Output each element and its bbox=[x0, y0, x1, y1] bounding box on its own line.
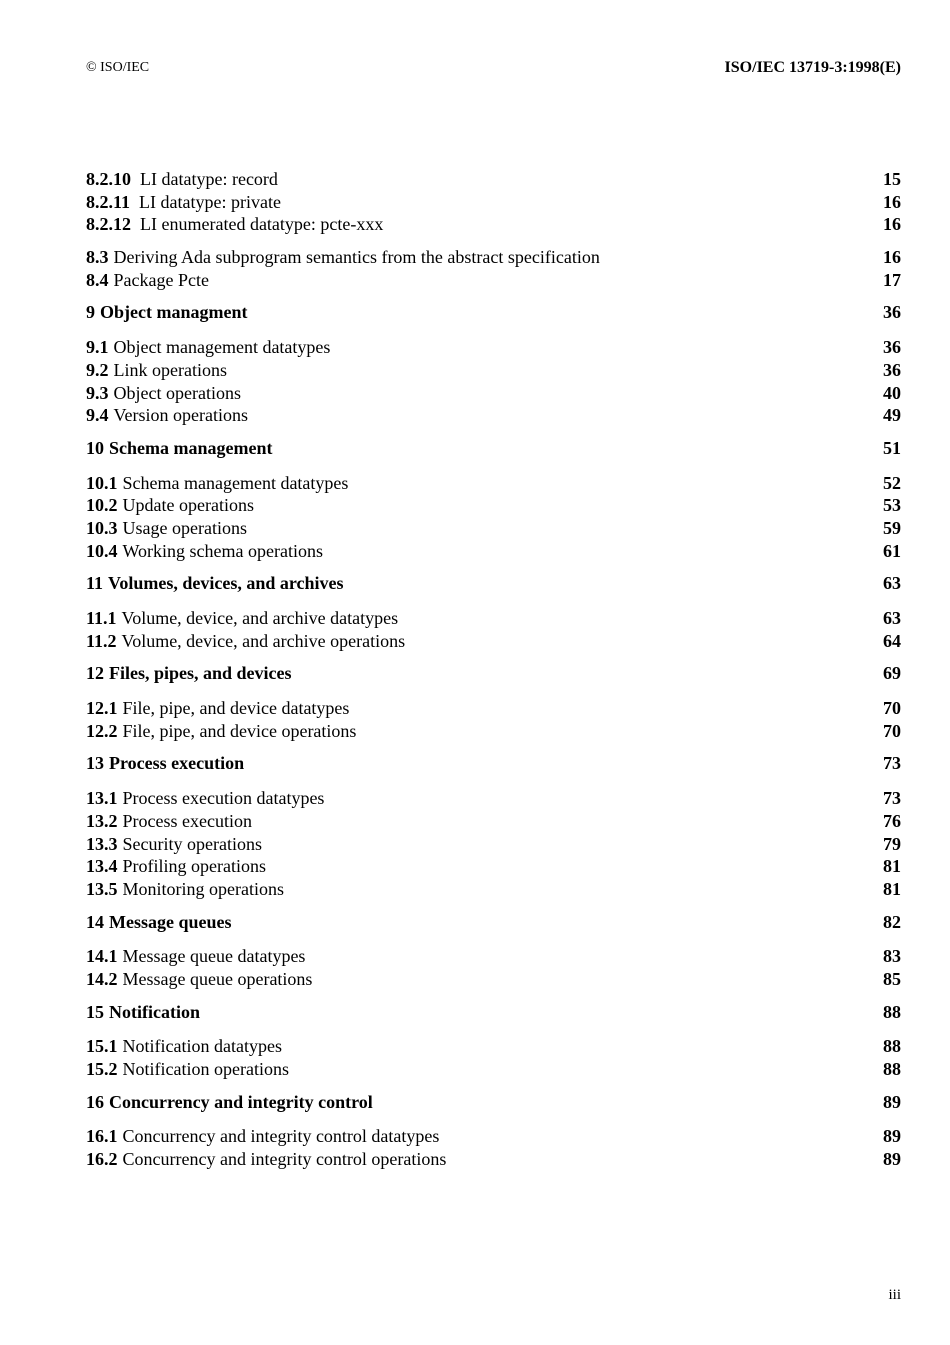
toc-section-group bbox=[86, 787, 901, 900]
toc-entry-page: 82 bbox=[883, 911, 901, 932]
toc-entry[interactable] bbox=[86, 359, 901, 382]
toc-entry-title: Package Pcte bbox=[113, 269, 209, 290]
toc-entry-page: 15 bbox=[883, 169, 901, 189]
toc-entry-number: 8.2.11 bbox=[86, 191, 131, 212]
toc-entry-page: 73 bbox=[883, 753, 901, 774]
toc-entry-title: Notification datatypes bbox=[122, 1036, 282, 1057]
toc-entry-number: 8.4 bbox=[86, 269, 109, 290]
toc-entry-page: 69 bbox=[883, 663, 901, 684]
toc-chapter-group bbox=[86, 752, 901, 775]
toc-entry-number: 8.2.12 bbox=[86, 214, 131, 235]
toc-section-group bbox=[86, 336, 901, 427]
footer-page-number: iii bbox=[888, 1287, 901, 1303]
toc-entry-title: Volumes, devices, and archives bbox=[108, 573, 344, 594]
toc-entry-heading bbox=[86, 359, 227, 382]
toc-entry-number: 14.1 bbox=[86, 946, 118, 967]
toc-entry-title: File, pipe, and device datatypes bbox=[122, 698, 350, 719]
toc-chapter-entry[interactable] bbox=[86, 301, 901, 324]
toc-entry-heading bbox=[86, 517, 247, 540]
toc-section-group bbox=[86, 168, 901, 236]
toc-entry[interactable] bbox=[86, 855, 901, 878]
toc-entry-title: Notification bbox=[109, 1001, 200, 1022]
toc-section-group bbox=[86, 1035, 901, 1080]
toc-entry-heading bbox=[86, 630, 405, 653]
toc-entry-number: 12 bbox=[86, 663, 104, 684]
toc-entry-page: 89 bbox=[883, 1149, 901, 1170]
toc-entry-number: 16.2 bbox=[86, 1149, 118, 1170]
toc-entry-title: LI datatype: private bbox=[139, 191, 281, 212]
toc-entry[interactable] bbox=[86, 517, 901, 540]
toc-entry-page: 73 bbox=[883, 788, 901, 809]
toc-entry[interactable] bbox=[86, 1058, 901, 1081]
toc-entry-heading bbox=[86, 833, 262, 856]
toc-entry-page: 49 bbox=[883, 405, 901, 426]
toc-entry-page: 52 bbox=[883, 472, 901, 493]
toc-entry[interactable] bbox=[86, 810, 901, 833]
toc-entry-number: 16.1 bbox=[86, 1126, 118, 1147]
toc-entry-page: 89 bbox=[883, 1126, 901, 1147]
toc-entry[interactable] bbox=[86, 540, 901, 563]
table-of-contents bbox=[86, 168, 901, 1181]
toc-entry[interactable] bbox=[86, 404, 901, 427]
toc-entry-title: Deriving Ada subprogram semantics from the abstract specification bbox=[113, 247, 600, 268]
toc-entry-heading bbox=[86, 382, 241, 405]
toc-entry-title: Process execution bbox=[122, 810, 252, 831]
toc-entry-heading bbox=[86, 572, 344, 595]
toc-entry[interactable] bbox=[86, 878, 901, 901]
toc-entry-page: 61 bbox=[883, 540, 901, 561]
toc-entry-number: 9.1 bbox=[86, 337, 109, 358]
toc-entry-page: 81 bbox=[883, 856, 901, 877]
toc-entry[interactable] bbox=[86, 1125, 901, 1148]
toc-entry-title: Message queue operations bbox=[122, 968, 313, 989]
toc-entry-number: 9.3 bbox=[86, 382, 109, 403]
header-standard-id: ISO/IEC 13719-3:1998(E) bbox=[724, 59, 901, 76]
toc-entry-title: Files, pipes, and devices bbox=[109, 663, 292, 684]
toc-chapter-entry[interactable] bbox=[86, 572, 901, 595]
toc-entry-heading bbox=[86, 404, 248, 427]
toc-entry-title: Working schema operations bbox=[122, 540, 323, 561]
toc-entry-heading bbox=[86, 1001, 200, 1024]
toc-entry-heading bbox=[86, 191, 281, 214]
toc-entry-title: Monitoring operations bbox=[122, 878, 284, 899]
toc-entry-heading bbox=[86, 494, 254, 517]
toc-chapter-group bbox=[86, 572, 901, 595]
toc-entry-title: Object managment bbox=[100, 302, 248, 323]
toc-entry-number: 10.3 bbox=[86, 517, 118, 538]
toc-entry-title: Concurrency and integrity control bbox=[109, 1091, 373, 1112]
toc-entry-number: 10 bbox=[86, 437, 104, 458]
toc-entry[interactable] bbox=[86, 269, 901, 292]
toc-entry[interactable] bbox=[86, 720, 901, 743]
toc-entry-page: 83 bbox=[883, 946, 901, 967]
toc-entry-page: 79 bbox=[883, 833, 901, 854]
toc-chapter-group bbox=[86, 437, 901, 460]
toc-entry-title: Object operations bbox=[113, 382, 241, 403]
toc-entry[interactable] bbox=[86, 191, 901, 214]
toc-entry-page: 70 bbox=[883, 720, 901, 741]
toc-entry-page: 36 bbox=[883, 302, 901, 323]
toc-entry-heading bbox=[86, 213, 383, 236]
toc-entry-page: 51 bbox=[883, 437, 901, 458]
toc-chapter-group bbox=[86, 911, 901, 934]
toc-entry-heading bbox=[86, 1091, 373, 1114]
toc-entry-page: 36 bbox=[883, 337, 901, 358]
toc-entry-title: Link operations bbox=[113, 359, 227, 380]
header-copyright: © ISO/IEC bbox=[86, 60, 150, 75]
toc-entry-title: Object management datatypes bbox=[113, 337, 331, 358]
toc-entry-number: 10.1 bbox=[86, 472, 118, 493]
toc-entry-title: Schema management datatypes bbox=[122, 472, 349, 493]
toc-entry-title: Volume, device, and archive operations bbox=[121, 630, 406, 651]
toc-entry-number: 13.1 bbox=[86, 788, 118, 809]
toc-entry[interactable] bbox=[86, 607, 901, 630]
toc-entry-page: 16 bbox=[883, 191, 901, 212]
toc-entry-number: 9.4 bbox=[86, 405, 109, 426]
toc-chapter-group bbox=[86, 662, 901, 685]
toc-entry-title: LI datatype: record bbox=[140, 169, 278, 189]
toc-entry-heading bbox=[86, 1035, 282, 1058]
toc-entry-page: 59 bbox=[883, 517, 901, 538]
toc-chapter-entry[interactable] bbox=[86, 662, 901, 685]
toc-entry-heading bbox=[86, 968, 312, 991]
toc-chapter-group bbox=[86, 1001, 901, 1024]
toc-entry-number: 8.2.10 bbox=[86, 169, 131, 189]
toc-entry-page: 88 bbox=[883, 1059, 901, 1079]
toc-entry[interactable] bbox=[86, 1148, 901, 1171]
toc-entry[interactable] bbox=[86, 494, 901, 517]
toc-entry[interactable] bbox=[86, 472, 901, 495]
toc-section-group bbox=[86, 472, 901, 563]
toc-entry-title: LI enumerated datatype: pcte-xxx bbox=[140, 214, 384, 235]
toc-entry-number: 15.2 bbox=[86, 1059, 118, 1079]
toc-entry-number: 13.2 bbox=[86, 810, 118, 831]
toc-entry-page: 89 bbox=[883, 1091, 901, 1112]
toc-section-group bbox=[86, 945, 901, 990]
toc-section-group bbox=[86, 697, 901, 742]
toc-entry-heading bbox=[86, 168, 278, 191]
toc-entry-page: 63 bbox=[883, 608, 901, 628]
toc-entry-heading bbox=[86, 878, 284, 901]
toc-entry-title: Update operations bbox=[122, 495, 254, 516]
toc-entry-page: 63 bbox=[883, 573, 901, 594]
toc-entry-number: 14 bbox=[86, 911, 104, 932]
toc-entry-title: Message queue datatypes bbox=[122, 946, 306, 967]
toc-entry-title: Process execution datatypes bbox=[122, 788, 325, 809]
toc-entry-heading bbox=[86, 336, 330, 359]
toc-entry[interactable] bbox=[86, 945, 901, 968]
toc-entry-page: 70 bbox=[883, 698, 901, 719]
toc-entry-number: 9.2 bbox=[86, 359, 109, 380]
toc-entry-page: 16 bbox=[883, 247, 901, 268]
toc-entry[interactable] bbox=[86, 697, 901, 720]
toc-entry[interactable] bbox=[86, 246, 901, 269]
toc-chapter-entry[interactable] bbox=[86, 911, 901, 934]
toc-chapter-group bbox=[86, 1091, 901, 1114]
toc-entry-heading bbox=[86, 1058, 289, 1081]
toc-entry-number: 10.2 bbox=[86, 495, 118, 516]
toc-entry[interactable] bbox=[86, 833, 901, 856]
toc-entry-heading bbox=[86, 1148, 446, 1171]
toc-entry-heading bbox=[86, 662, 292, 685]
toc-entry-number: 12.1 bbox=[86, 698, 118, 719]
toc-entry-title: Profiling operations bbox=[122, 856, 266, 877]
toc-entry-number: 13 bbox=[86, 753, 104, 774]
toc-entry-heading bbox=[86, 269, 209, 292]
toc-chapter-entry[interactable] bbox=[86, 1001, 901, 1024]
toc-entry-heading bbox=[86, 1125, 439, 1148]
toc-entry-number: 13.4 bbox=[86, 856, 118, 877]
toc-entry-heading bbox=[86, 607, 398, 630]
toc-entry-title: Usage operations bbox=[122, 517, 247, 538]
toc-entry-number: 13.3 bbox=[86, 833, 118, 854]
toc-entry-page: 64 bbox=[883, 630, 901, 651]
toc-entry-heading bbox=[86, 945, 305, 968]
toc-entry-title: Version operations bbox=[113, 405, 248, 426]
toc-entry-number: 15 bbox=[86, 1001, 104, 1022]
toc-entry-heading bbox=[86, 911, 232, 934]
toc-entry-heading bbox=[86, 810, 252, 833]
toc-entry-heading bbox=[86, 540, 323, 563]
toc-entry-number: 14.2 bbox=[86, 968, 118, 989]
toc-entry-heading bbox=[86, 855, 266, 878]
toc-entry[interactable] bbox=[86, 1035, 901, 1058]
toc-section-group bbox=[86, 607, 901, 652]
toc-entry-title: Volume, device, and archive datatypes bbox=[121, 608, 399, 628]
toc-entry-number: 16 bbox=[86, 1091, 104, 1112]
toc-entry-page: 16 bbox=[883, 214, 901, 235]
toc-entry-title: Process execution bbox=[109, 753, 245, 774]
toc-entry[interactable] bbox=[86, 968, 901, 991]
toc-entry-number: 12.2 bbox=[86, 720, 118, 741]
toc-entry[interactable] bbox=[86, 336, 901, 359]
toc-entry-heading bbox=[86, 720, 356, 743]
toc-chapter-entry[interactable] bbox=[86, 752, 901, 775]
toc-entry[interactable] bbox=[86, 213, 901, 236]
toc-entry[interactable] bbox=[86, 168, 901, 191]
toc-entry-page: 85 bbox=[883, 968, 901, 989]
toc-entry-heading bbox=[86, 697, 349, 720]
toc-entry-title: File, pipe, and device operations bbox=[122, 720, 357, 741]
toc-entry-title: Notification operations bbox=[122, 1059, 289, 1079]
toc-entry-heading bbox=[86, 752, 244, 775]
toc-entry[interactable] bbox=[86, 630, 901, 653]
toc-entry-page: 53 bbox=[883, 495, 901, 516]
toc-entry-title: Security operations bbox=[122, 833, 262, 854]
toc-entry-page: 88 bbox=[883, 1001, 901, 1022]
toc-section-group bbox=[86, 246, 901, 291]
toc-entry-page: 76 bbox=[883, 810, 901, 831]
toc-entry-heading bbox=[86, 787, 324, 810]
toc-chapter-entry[interactable] bbox=[86, 437, 901, 460]
toc-entry-title: Concurrency and integrity control datatypes bbox=[122, 1126, 440, 1147]
toc-entry-number: 11 bbox=[86, 573, 104, 594]
toc-entry-heading bbox=[86, 472, 348, 495]
toc-entry[interactable] bbox=[86, 787, 901, 810]
toc-entry-page: 40 bbox=[883, 382, 901, 403]
toc-chapter-group bbox=[86, 301, 901, 324]
toc-entry-number: 15.1 bbox=[86, 1036, 118, 1057]
toc-entry-title: Message queues bbox=[109, 911, 232, 932]
toc-entry-number: 11.2 bbox=[86, 630, 117, 651]
toc-entry-number: 10.4 bbox=[86, 540, 118, 561]
toc-entry-number: 13.5 bbox=[86, 878, 118, 899]
toc-entry-heading bbox=[86, 301, 247, 324]
toc-entry-heading bbox=[86, 437, 272, 460]
toc-entry-page: 17 bbox=[883, 269, 901, 290]
toc-entry-page: 81 bbox=[883, 878, 901, 899]
toc-chapter-entry[interactable] bbox=[86, 1091, 901, 1114]
toc-entry-title: Concurrency and integrity control operations bbox=[122, 1149, 447, 1170]
toc-entry-number: 11.1 bbox=[86, 608, 117, 628]
toc-entry-number: 8.3 bbox=[86, 247, 109, 268]
toc-entry-number: 9 bbox=[86, 302, 95, 323]
toc-entry-heading bbox=[86, 246, 600, 269]
toc-section-group bbox=[86, 1125, 901, 1170]
toc-entry[interactable] bbox=[86, 382, 901, 405]
toc-entry-page: 88 bbox=[883, 1036, 901, 1057]
toc-entry-page: 36 bbox=[883, 359, 901, 380]
toc-entry-title: Schema management bbox=[109, 437, 273, 458]
